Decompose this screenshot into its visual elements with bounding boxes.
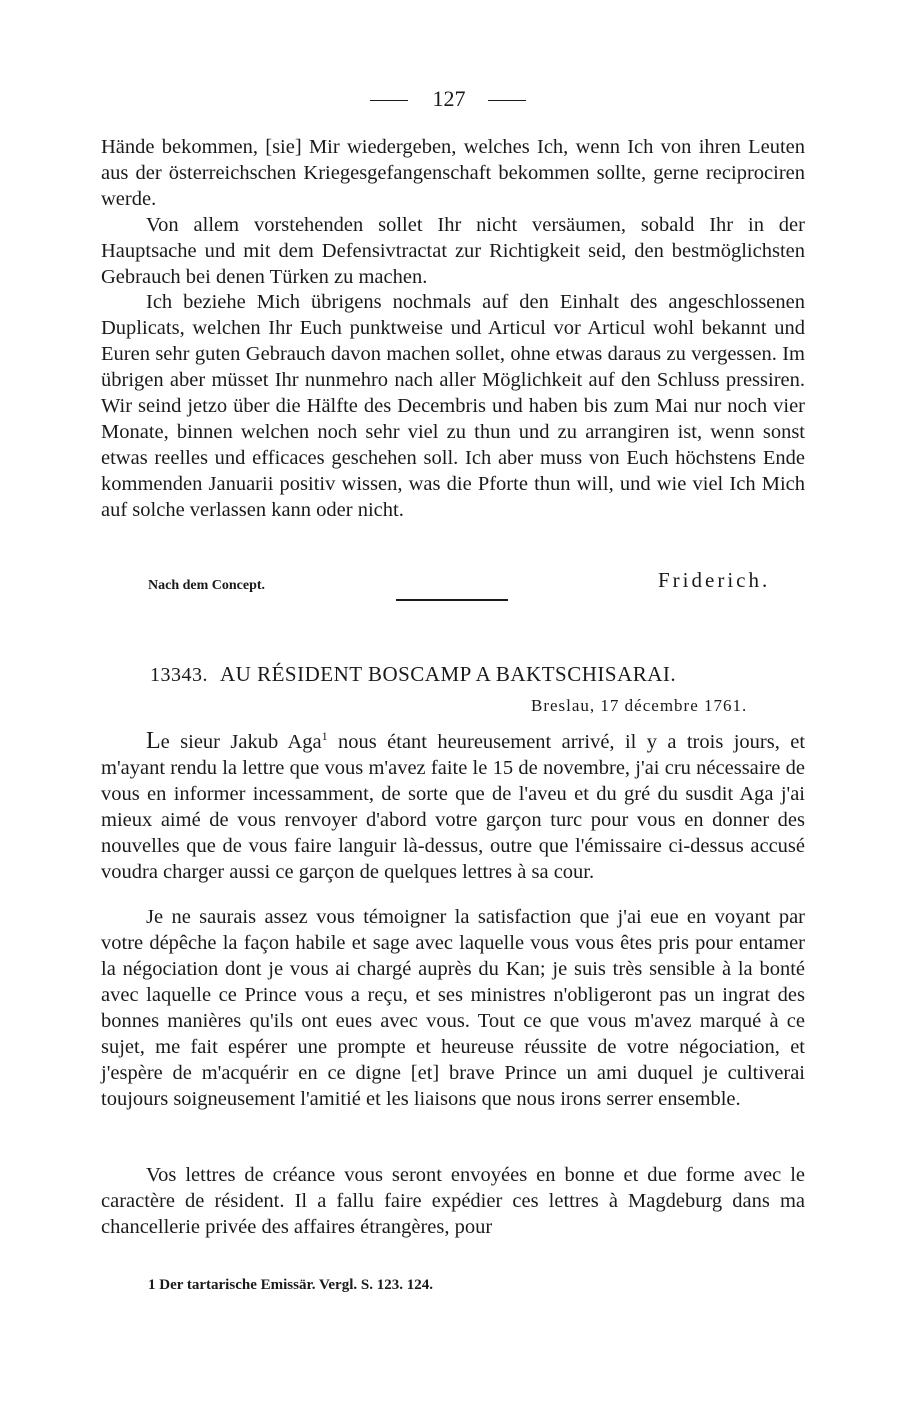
letter-dateline: Breslau, 17 décembre 1761. [531,696,748,715]
letter-paragraph-1 [101,723,805,885]
footnote [148,1277,433,1294]
letter-paragraph-1-rest: nous étant heureusement arrivé, il y a trois jours, et m'ayant rendu la lettre que vous m'avez faite le 15 de novembre, j'ai cru nécessaire de vous en informer incessamment, de sorte que de l'aveu et du gré du susdit Aga j'ai mieux aimé de vous renvoyer d'abord votre garçon turc pour vous en donner des nouvelles que de vous faire languir là-dessus, outre que l'émissaire ci-dessus accusé voudra charger aussi ce garçon de quelques lettres à sa cour. [101,730,806,883]
letter-heading [150,662,676,687]
footnote-mark: 1 [148,1277,156,1293]
footnote-reference: 1 [321,729,328,743]
signature: Friderich. [658,568,771,592]
drop-capital: L [146,727,161,754]
footnote-text: Der tartarische Emissär. Vergl. S. 123. 124. [155,1277,433,1293]
letter-paragraph-2: Je ne saurais assez vous témoigner la satisfaction que j'ai eue en voyant par votre dépêche la façon habile et sage avec laquelle vous vous êtes pris pour entamer la négociation dont je vous ai chargé auprès du Kan; je suis très sensible à la bonté avec laquelle ce Prince vous a reçu, et ses ministres n'obligeront pas un ingrat des bonnes manières qu'ils ont eues avec vous. Tout ce que vous m'avez marqué à ce sujet, me fait espérer une prompte et heureuse réussite de votre négociation, et j'espère de m'acquérir en ce digne [et] brave Prince un ami duquel je cultiverai toujours soigneusement l'amitié et les liaisons que nous irons serrer ensemble. [101,906,805,1110]
source-note: Nach dem Concept. [148,578,266,593]
continuation-paragraph-2: Von allem vorstehenden sollet Ihr nicht versäumen, sobald Ihr in der Hauptsache und mit dem Defensivtractat zur Richtigkeit seid, den bestmöglichsten Gebrauch bei denen Türken zu machen. [101,214,805,288]
letter-number: 13343. [150,664,208,686]
continuation-paragraph-1: Hände bekommen, [sie] Mir wiedergeben, welches Ich, wenn Ich von ihren Leuten aus der österreichschen Kriegesgefangenschaft bekommen sollte, gerne reciprociren werde. [101,136,805,210]
header-rule-left [370,100,408,101]
continuation-paragraph-3: Ich beziehe Mich übrigens nochmals auf den Einhalt des angeschlossenen Duplicats, welchen Ihr Euch punktweise und Articul vor Articul wohl bekannt und Euren sehr guten Gebrauch davon machen sollet, ohne etwas daraus zu vergessen. Im übrigen aber müsset Ihr nunmehro nach aller Möglichkeit auf den Schluss pressiren. Wir seind jetzo über die Hälfte des Decembris und haben bis zum Mai nur noch vier Monate, binnen welchen noch sehr viel zu thun und zu arrangiren ist, wenn sonst etwas reelles und efficaces geschehen soll. Ich aber muss von Euch höchstens Ende kommenden Januarii positiv wissen, was die Pforte thun will, und wie viel Ich Mich auf solche verlassen kann oder nicht. [101,291,805,521]
page-number: 127 [432,86,466,111]
page-header [0,86,900,116]
section-separator [396,599,508,601]
header-rule-right [488,100,526,101]
letter-title: AU RÉSIDENT BOSCAMP A BAKTSCHISARAI. [220,662,677,686]
letter-paragraph-1-start: e sieur Jakub Aga [160,730,322,753]
letter-paragraph-3: Vos lettres de créance vous seront envoyées en bonne et due forme avec le caractère de résident. Il a fallu faire expédier ces lettres à Magdeburg dans ma chancellerie privée des affaires étrangères, pour [101,1164,805,1238]
